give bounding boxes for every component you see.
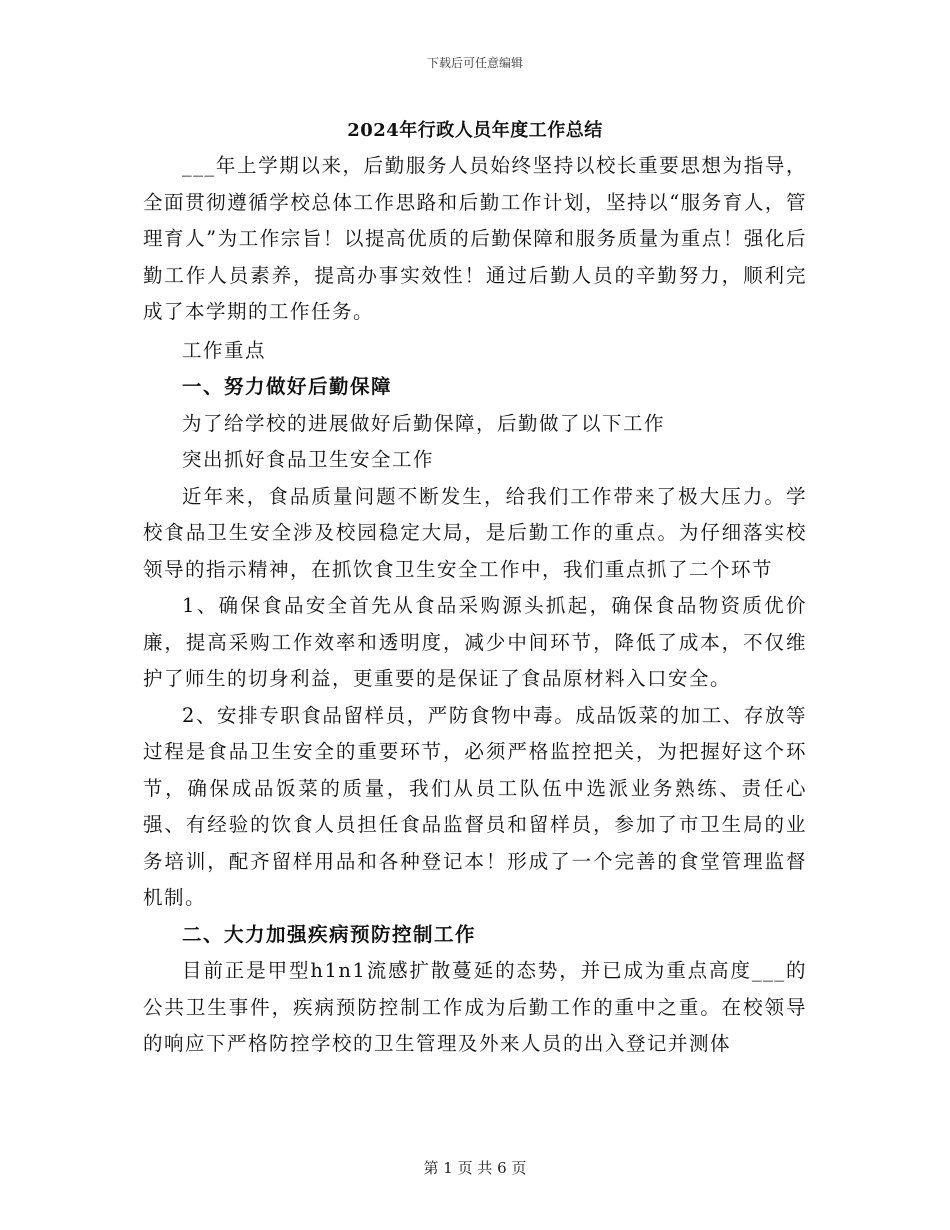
section1-heading: 一、努力做好后勤保障: [182, 375, 393, 398]
section1-item-2: 2、安排专职食品留样员，严防食物中毒。成品饭菜的加工、存放等过程是食品卫生安全的重要环节，必须严格监控把关，为把握好这个环节，确保成品饭菜的质量，我们从员工队伍中选派业务熟练、责任心强、有经验的饮食人员担任食品监督员和留样员，参加了市卫生局的业务培训，配齐留样用品和各种登记本！形成了一个完善的食堂管理监督机制。: [143, 703, 807, 909]
intro-paragraph: ___年上学期以来，后勤服务人员始终坚持以校长重要思想为指导，全面贯彻遵循学校总体工作思路和后勤工作计划，坚持以“服务育人，管理育人”为工作宗旨！以提高优质的后勤保障和服务质量为重点！强化后勤工作人员素养，提高办事实效性！通过后勤人员的辛勤努力，顺利完成了本学期的工作任务。: [143, 154, 807, 323]
section2-paragraph: 目前正是甲型h1n1流感扩散蔓延的态势，并已成为重点高度___的公共卫生事件，疾病预防控制工作成为后勤工作的重中之重。在校领导的响应下严格防控学校的卫生管理及外来人员的出入登记并测体: [143, 959, 807, 1055]
section1-lead: 为了给学校的进展做好后勤保障，后勤做了以下工作: [182, 411, 666, 435]
section1-paragraph: 近年来，食品质量问题不断发生，给我们工作带来了极大压力。学校食品卫生安全涉及校园稳定大局，是后勤工作的重点。为仔细落实校领导的指示精神，在抓饮食卫生安全工作中，我们重点抓了二个环节: [143, 484, 807, 581]
section1-item-1: 1、确保食品安全首先从食品采购源头抓起，确保食品物资质优价廉，提高采购工作效率和透明度，减少中间环节，降低了成本，不仅维护了师生的切身利益，更重要的是保证了食品原材料入口安全。: [143, 594, 807, 690]
page-header-note: 下载后可任意编辑: [426, 56, 523, 70]
section2-heading: 二、大力加强疾病预防控制工作: [182, 922, 477, 946]
document-title: 2024年行政人员年度工作总结: [347, 120, 603, 141]
focus-label: 工作重点: [182, 338, 267, 362]
document-body: [143, 148, 807, 1063]
section1-subheading: 突出抓好食品卫生安全工作: [182, 448, 435, 471]
page-number-footer: 第 1 页 共 6 页: [423, 1159, 527, 1177]
